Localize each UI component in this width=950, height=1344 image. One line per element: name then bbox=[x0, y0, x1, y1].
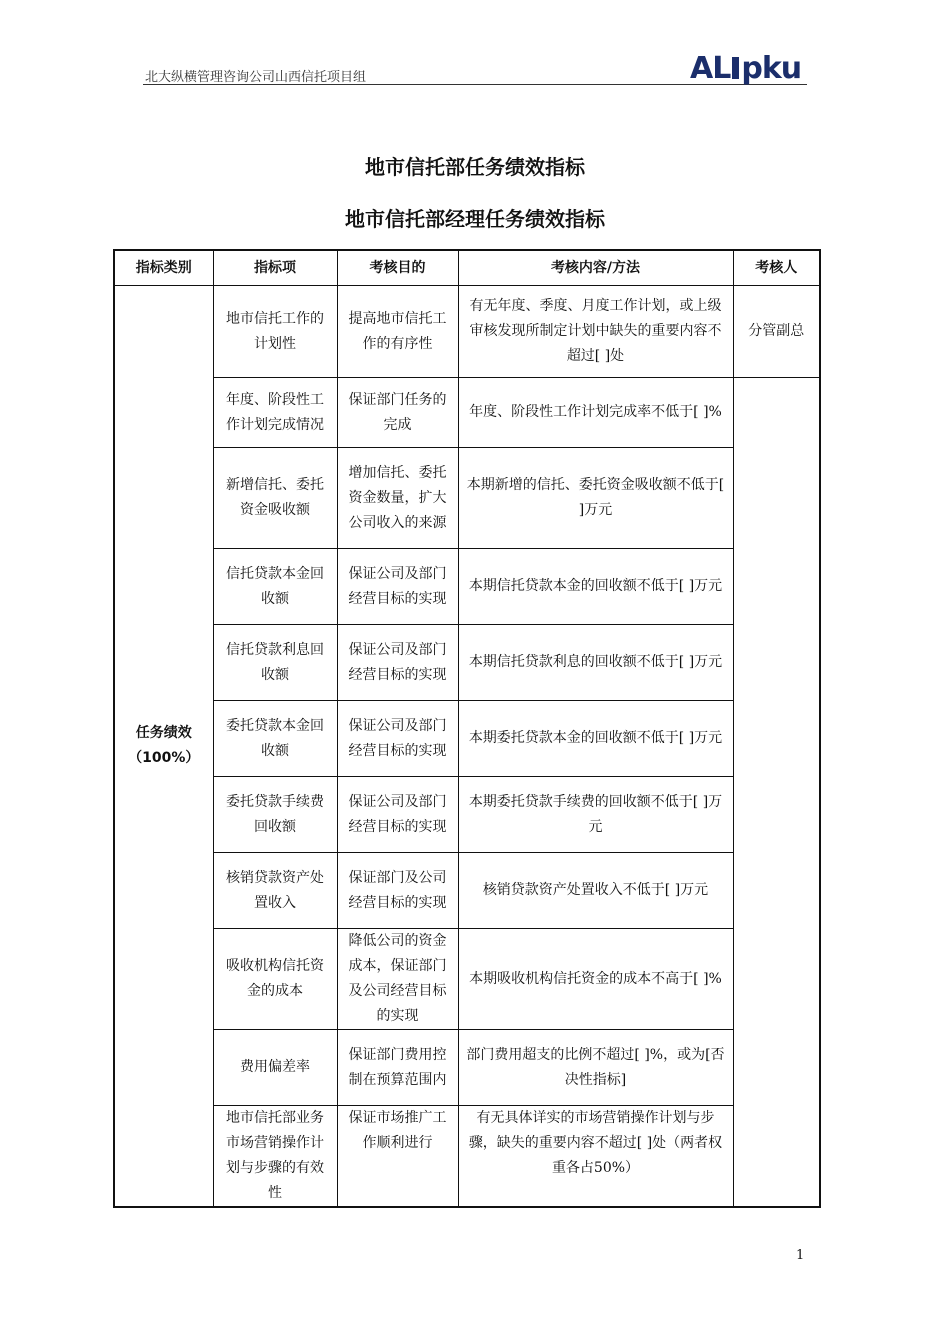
table-row bbox=[114, 1106, 820, 1208]
company-logo bbox=[690, 52, 801, 86]
row-method: 本期新增的信托、委托资金吸收额不低于[ ]万元 bbox=[458, 448, 733, 549]
row-item: 信托贷款利息回收额 bbox=[213, 625, 337, 701]
document-subtitle: 地市信托部经理任务绩效指标 bbox=[345, 207, 605, 231]
row-item: 核销贷款资产处置收入 bbox=[213, 853, 337, 929]
row-method: 有无具体详实的市场营销操作计划与步骤，缺失的重要内容不超过[ ]处（两者权重各占50%） bbox=[458, 1106, 733, 1208]
row-method: 本期信托贷款本金的回收额不低于[ ]万元 bbox=[458, 549, 733, 625]
row-purpose: 保证部门及公司经营目标的实现 bbox=[337, 853, 458, 929]
row-item: 信托贷款本金回收额 bbox=[213, 549, 337, 625]
header-assessor: 考核人 bbox=[733, 250, 820, 286]
table-row bbox=[114, 853, 820, 929]
table-header-row bbox=[114, 250, 820, 286]
row-purpose: 保证部门任务的完成 bbox=[337, 378, 458, 448]
row-method: 本期委托贷款手续费的回收额不低于[ ]万元 bbox=[458, 777, 733, 853]
kpi-table bbox=[113, 249, 821, 1208]
row-purpose: 增加信托、委托资金数量，扩大公司收入的来源 bbox=[337, 448, 458, 549]
row-item: 委托贷款本金回收额 bbox=[213, 701, 337, 777]
category-cell bbox=[114, 286, 213, 1208]
row-purpose: 保证公司及部门经营目标的实现 bbox=[337, 701, 458, 777]
row-item: 委托贷款手续费回收额 bbox=[213, 777, 337, 853]
table-row bbox=[114, 448, 820, 549]
header-item: 指标项 bbox=[213, 250, 337, 286]
row-item: 地市信托工作的计划性 bbox=[213, 286, 337, 378]
table-row bbox=[114, 378, 820, 448]
row-method: 本期信托贷款利息的回收额不低于[ ]万元 bbox=[458, 625, 733, 701]
logo-text-right: pku bbox=[741, 51, 802, 86]
assessor-empty-cell bbox=[733, 378, 820, 1208]
row-method: 核销贷款资产处置收入不低于[ ]万元 bbox=[458, 853, 733, 929]
row-purpose: 保证公司及部门经营目标的实现 bbox=[337, 777, 458, 853]
row-purpose: 保证公司及部门经营目标的实现 bbox=[337, 625, 458, 701]
table-row bbox=[114, 286, 820, 378]
logo-text-left: AL bbox=[690, 51, 731, 86]
table-row bbox=[114, 777, 820, 853]
category-weight: （100%） bbox=[128, 750, 200, 766]
row-item: 费用偏差率 bbox=[213, 1030, 337, 1106]
row-purpose: 保证部门费用控制在预算范围内 bbox=[337, 1030, 458, 1106]
header-method: 考核内容/方法 bbox=[458, 250, 733, 286]
header-category: 指标类别 bbox=[114, 250, 213, 286]
table-row bbox=[114, 1030, 820, 1106]
row-purpose: 降低公司的资金成本，保证部门及公司经营目标的实现 bbox=[337, 929, 458, 1030]
row-item: 年度、阶段性工作计划完成情况 bbox=[213, 378, 337, 448]
table-row bbox=[114, 625, 820, 701]
category-label: 任务绩效 bbox=[135, 725, 192, 741]
logo-bar bbox=[732, 57, 739, 79]
row-method: 本期吸收机构信托资金的成本不高于[ ]% bbox=[458, 929, 733, 1030]
table-row bbox=[114, 549, 820, 625]
header-purpose: 考核目的 bbox=[337, 250, 458, 286]
row-purpose: 提高地市信托工作的有序性 bbox=[337, 286, 458, 378]
row-method: 部门费用超支的比例不超过[ ]%，或为[否决性指标] bbox=[458, 1030, 733, 1106]
header-org: 北大纵横管理咨询公司山西信托项目组 bbox=[145, 70, 367, 85]
table-row bbox=[114, 929, 820, 1030]
table-row bbox=[114, 701, 820, 777]
page-number: 1 bbox=[796, 1248, 805, 1263]
row-item: 地市信托部业务市场营销操作计划与步骤的有效性 bbox=[213, 1106, 337, 1208]
row-method: 本期委托贷款本金的回收额不低于[ ]万元 bbox=[458, 701, 733, 777]
assessor-cell: 分管副总 bbox=[733, 286, 820, 378]
row-purpose: 保证市场推广工作顺利进行 bbox=[337, 1106, 458, 1208]
row-method: 年度、阶段性工作计划完成率不低于[ ]% bbox=[458, 378, 733, 448]
row-item: 吸收机构信托资金的成本 bbox=[213, 929, 337, 1030]
row-method: 有无年度、季度、月度工作计划，或上级审核发现所制定计划中缺失的重要内容不超过[ ]处 bbox=[458, 286, 733, 378]
document-title: 地市信托部任务绩效指标 bbox=[365, 155, 585, 179]
row-purpose: 保证公司及部门经营目标的实现 bbox=[337, 549, 458, 625]
row-item: 新增信托、委托资金吸收额 bbox=[213, 448, 337, 549]
